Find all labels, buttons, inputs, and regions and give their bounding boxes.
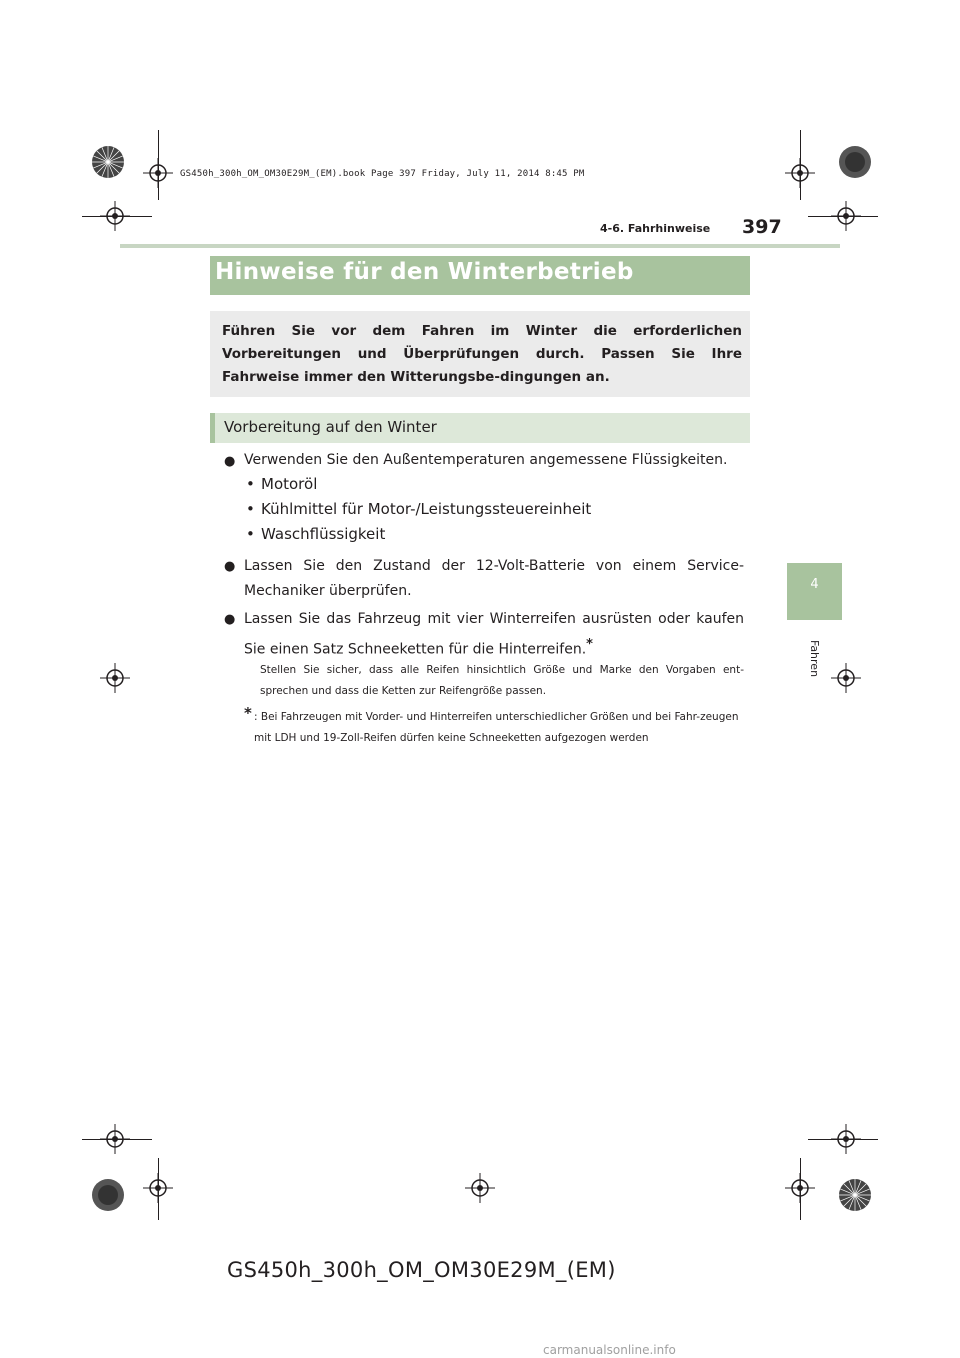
chapter-number: 4 bbox=[810, 577, 819, 592]
document-code: GS450h_300h_OM_OM30E29M_(EM) bbox=[227, 1258, 616, 1282]
registration-starburst-icon bbox=[91, 145, 125, 179]
list-item-text bbox=[244, 607, 744, 663]
sub-bullet-icon: • bbox=[246, 500, 255, 518]
list-item-text-body: Lassen Sie das Fahrzeug mit vier Winterreifen ausrüsten oder kaufen Sie einen Satz Schneeketten für die Hinterreifen. bbox=[244, 611, 744, 658]
bullet-icon: ● bbox=[224, 612, 236, 627]
subsection-title: Vorbereitung auf den Winter bbox=[224, 418, 437, 436]
crosshair-icon bbox=[100, 663, 130, 693]
registration-disc-icon bbox=[838, 145, 872, 179]
header-rule bbox=[120, 244, 840, 248]
sub-list-item: Kühlmittel für Motor-/Leistungssteuereinheit bbox=[261, 500, 592, 518]
bullet-icon: ● bbox=[224, 454, 236, 469]
list-item-text: Verwenden Sie den Außentemperaturen angemessene Flüssigkeiten. bbox=[244, 452, 728, 468]
page-number: 397 bbox=[742, 216, 782, 238]
watermark: carmanualsonline.info bbox=[543, 1343, 676, 1357]
crop-line bbox=[800, 130, 801, 200]
registration-disc-icon bbox=[91, 1178, 125, 1212]
section-header: 4-6. Fahrhinweise bbox=[600, 222, 711, 235]
crop-line bbox=[808, 216, 878, 217]
subsection-accent bbox=[210, 413, 215, 443]
book-info: GS450h_300h_OM_OM30E29M_(EM).book Page 397 Friday, July 11, 2014 8:45 PM bbox=[180, 169, 585, 179]
note-text: Stellen Sie sicher, dass alle Reifen hinsichtlich Größe und Marke den Vorgaben ent-sprechen und dass die Ketten zur Reifengröße passen. bbox=[260, 664, 744, 697]
crop-line bbox=[158, 1158, 159, 1220]
intro-text: Führen Sie vor dem Fahren im Winter die erforderlichen Vorbereitungen und Überprüfungen durch. Passen Sie Ihre Fahrweise immer den Witterungsbe-dingungen an. bbox=[222, 323, 742, 385]
footnote-marker: * bbox=[586, 637, 593, 652]
footnote-text: : Bei Fahrzeugen mit Vorder- und Hinterreifen unterschiedlicher Größen und bei Fahr-zeugen mit LDH und 19-Zoll-Reifen dürfen keine Schneeketten aufgezogen werden bbox=[254, 711, 739, 744]
crop-line bbox=[808, 1139, 878, 1140]
footnote-marker: * bbox=[244, 704, 252, 722]
sub-bullet-icon: • bbox=[246, 525, 255, 543]
crosshair-icon bbox=[465, 1173, 495, 1203]
registration-starburst-icon bbox=[838, 1178, 872, 1212]
crop-line bbox=[82, 216, 152, 217]
crop-line bbox=[158, 130, 159, 200]
list-item-text: Lassen Sie den Zustand der 12-Volt-Batterie von einem Service-Mechaniker überprüfen. bbox=[244, 558, 744, 599]
bullet-icon: ● bbox=[224, 559, 236, 574]
crop-line bbox=[800, 1158, 801, 1220]
sub-list-item: Waschflüssigkeit bbox=[261, 525, 386, 543]
crosshair-icon bbox=[831, 663, 861, 693]
chapter-label: Fahren bbox=[808, 640, 821, 678]
crop-line bbox=[82, 1139, 152, 1140]
page-title: Hinweise für den Winterbetrieb bbox=[215, 259, 634, 285]
sub-list-item: Motoröl bbox=[261, 475, 318, 493]
sub-bullet-icon: • bbox=[246, 475, 255, 493]
